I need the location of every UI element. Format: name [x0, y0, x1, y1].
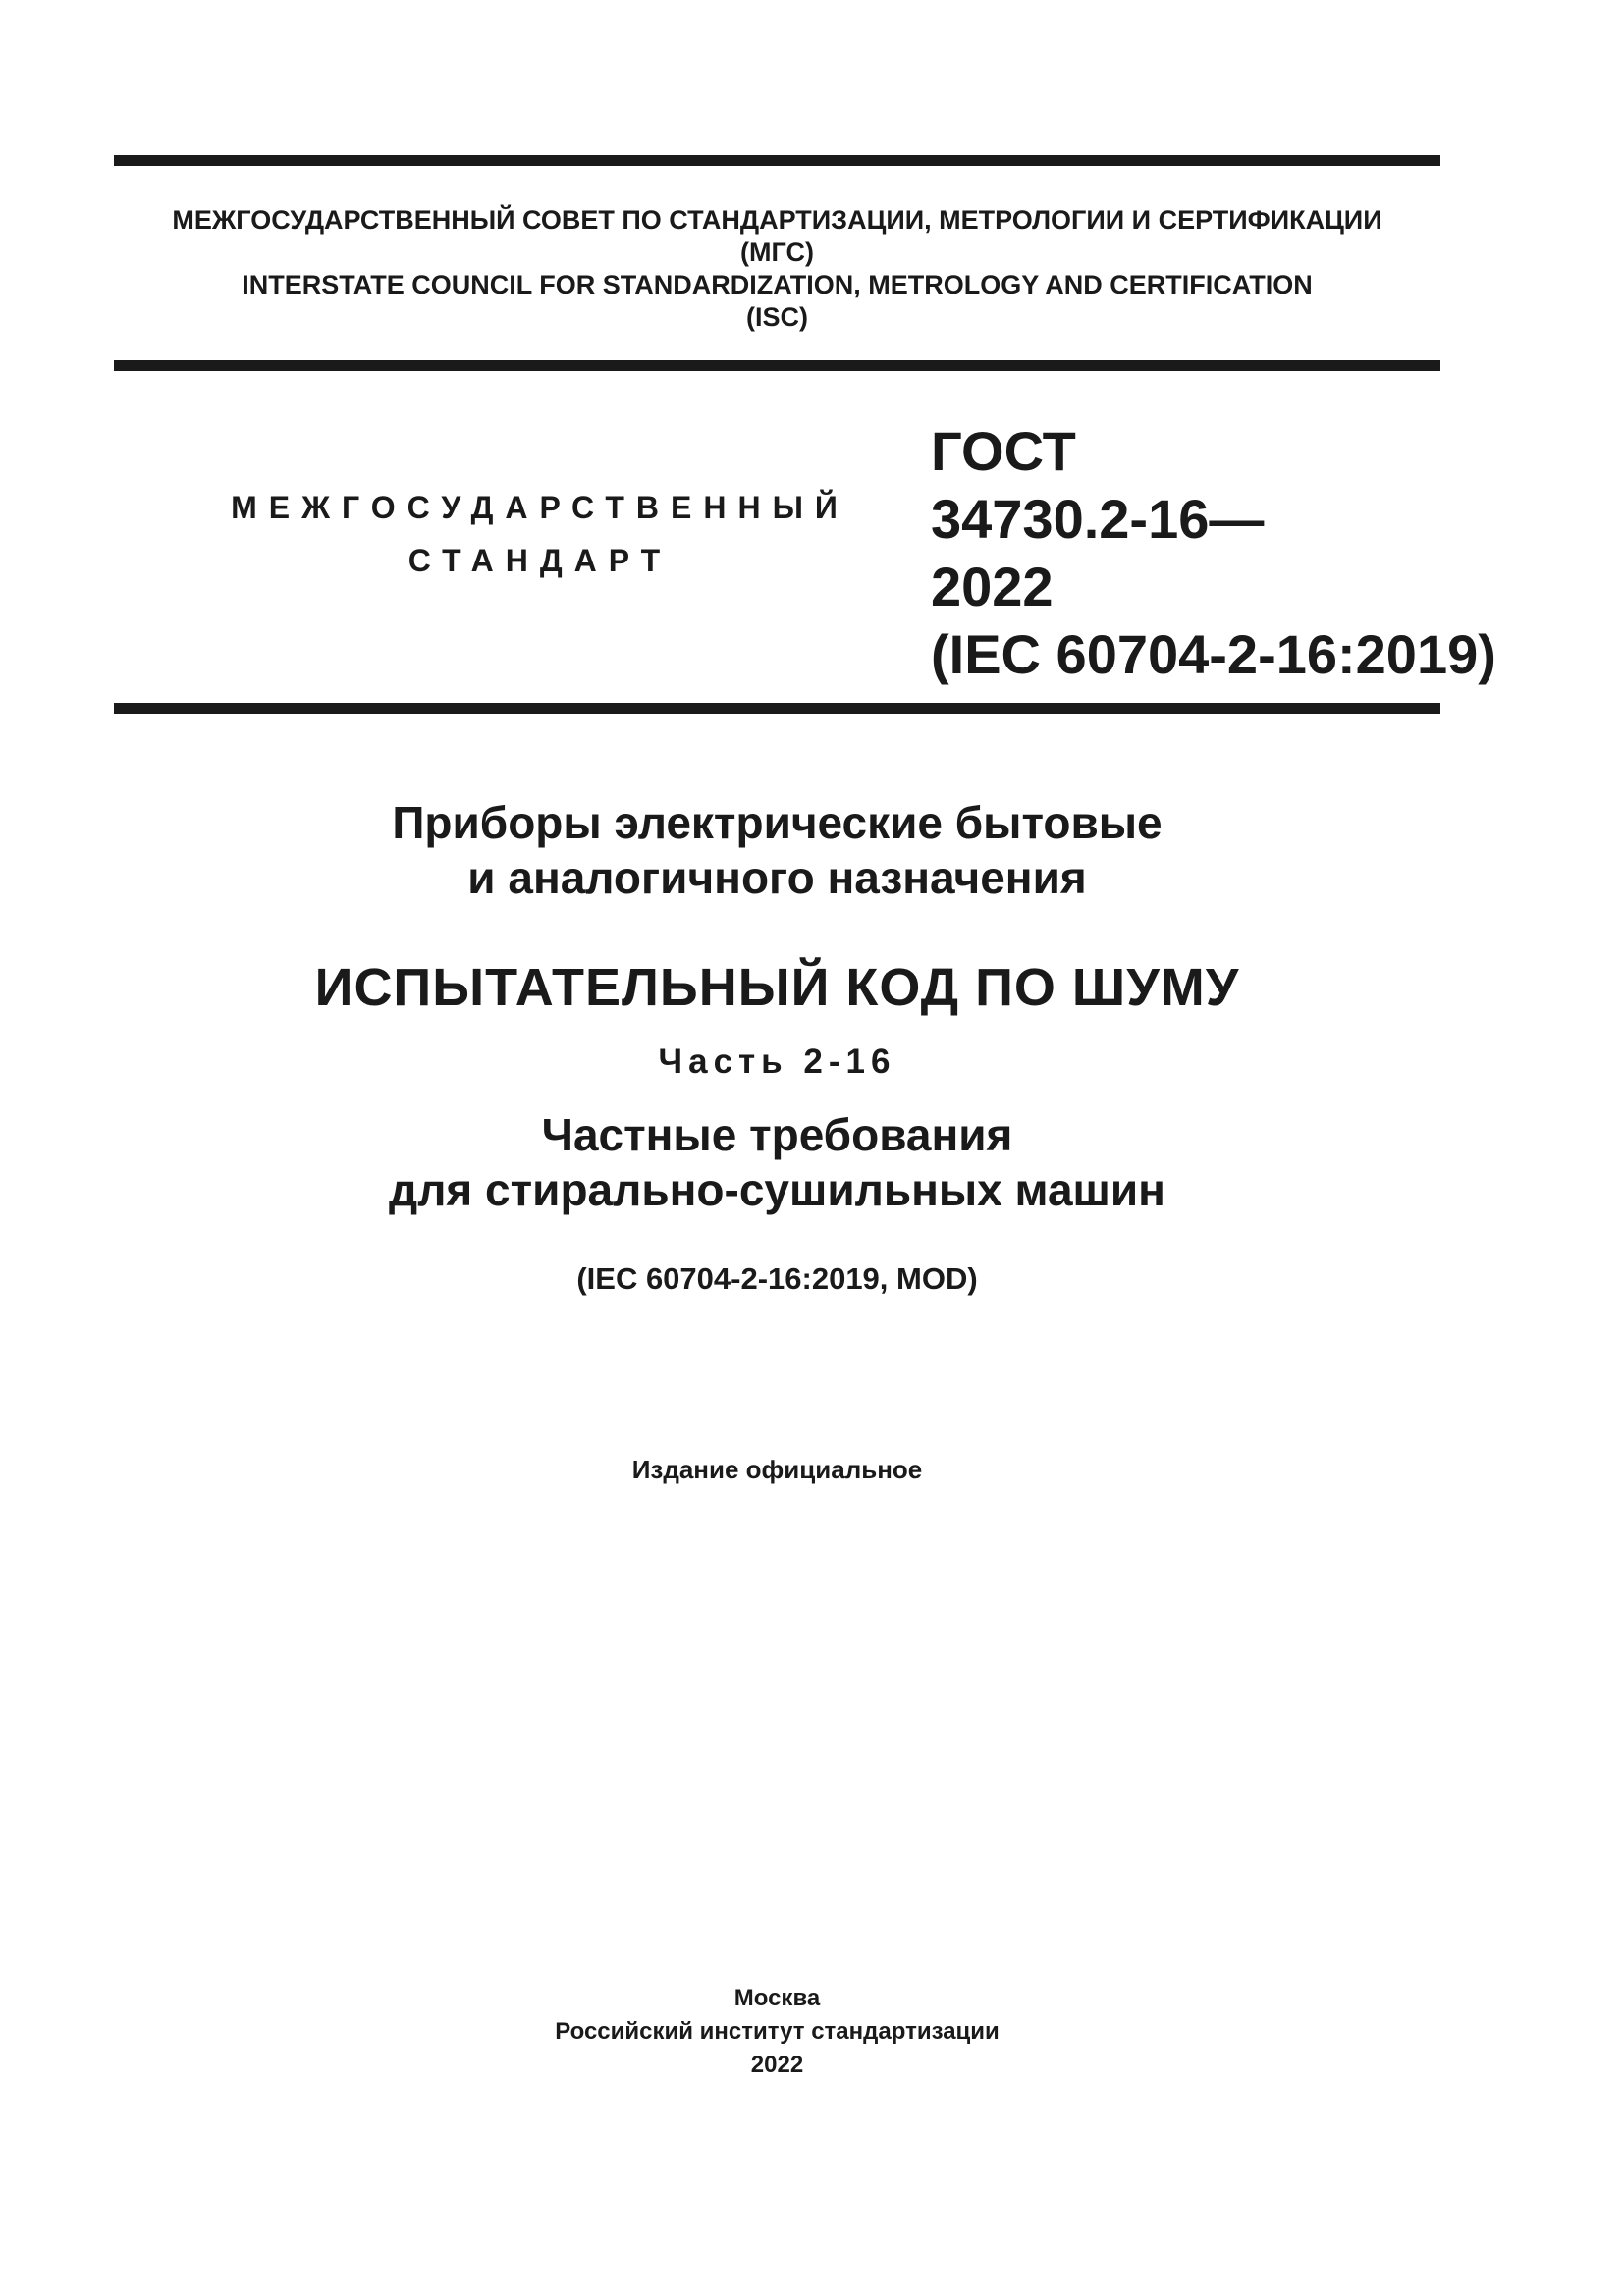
- part-text: Часть 2-16: [658, 1042, 896, 1081]
- subtitle: [114, 1107, 1440, 1217]
- subtitle-line1: Частные требования: [541, 1109, 1013, 1160]
- standard-type: [196, 481, 884, 587]
- title-line1: Приборы электрические бытовые: [392, 797, 1163, 848]
- publisher-organization: Российский институт стандартизации: [555, 2018, 1000, 2045]
- council-header: [114, 204, 1440, 334]
- main-title: [114, 956, 1440, 1019]
- document-title: [114, 795, 1440, 905]
- standard-designation: [931, 417, 1496, 688]
- iec-reference: [114, 1259, 1440, 1299]
- part-label: [114, 1039, 1440, 1086]
- edition-text: Издание официальное: [631, 1455, 923, 1484]
- publisher-year: 2022: [750, 2052, 804, 2078]
- designation-prefix: ГОСТ: [931, 420, 1076, 482]
- standard-type-line1: МЕЖГОСУДАРСТВЕННЫЙ: [231, 490, 849, 525]
- designation-year: 2022: [931, 556, 1054, 617]
- subtitle-line2: для стирально-сушильных машин: [389, 1164, 1165, 1215]
- publisher-block: [114, 1982, 1440, 2082]
- title-line2: и аналогичного назначения: [467, 852, 1087, 903]
- council-abbr-en: (ISC): [746, 302, 808, 332]
- council-abbr-ru: (МГС): [740, 238, 814, 267]
- iec-reference-text: (IEC 60704-2-16:2019, MOD): [576, 1261, 978, 1296]
- council-name-en: INTERSTATE COUNCIL FOR STANDARDIZATION, METROLOGY AND CERTIFICATION: [242, 270, 1313, 299]
- designation-number: 34730.2-16—: [931, 488, 1265, 550]
- publisher-city: Москва: [733, 1985, 821, 2011]
- top-divider: [114, 155, 1440, 166]
- standard-type-line2: СТАНДАРТ: [407, 543, 673, 578]
- designation-iec: (IEC 60704-2-16:2019): [931, 623, 1496, 685]
- council-name-ru: МЕЖГОСУДАРСТВЕННЫЙ СОВЕТ ПО СТАНДАРТИЗАЦИИ, МЕТРОЛОГИИ И СЕРТИФИКАЦИИ: [172, 205, 1382, 235]
- middle-divider: [114, 360, 1440, 371]
- bottom-divider: [114, 703, 1440, 714]
- edition-label: [114, 1452, 1440, 1487]
- main-title-text: ИСПЫТАТЕЛЬНЫЙ КОД ПО ШУМУ: [314, 958, 1240, 1017]
